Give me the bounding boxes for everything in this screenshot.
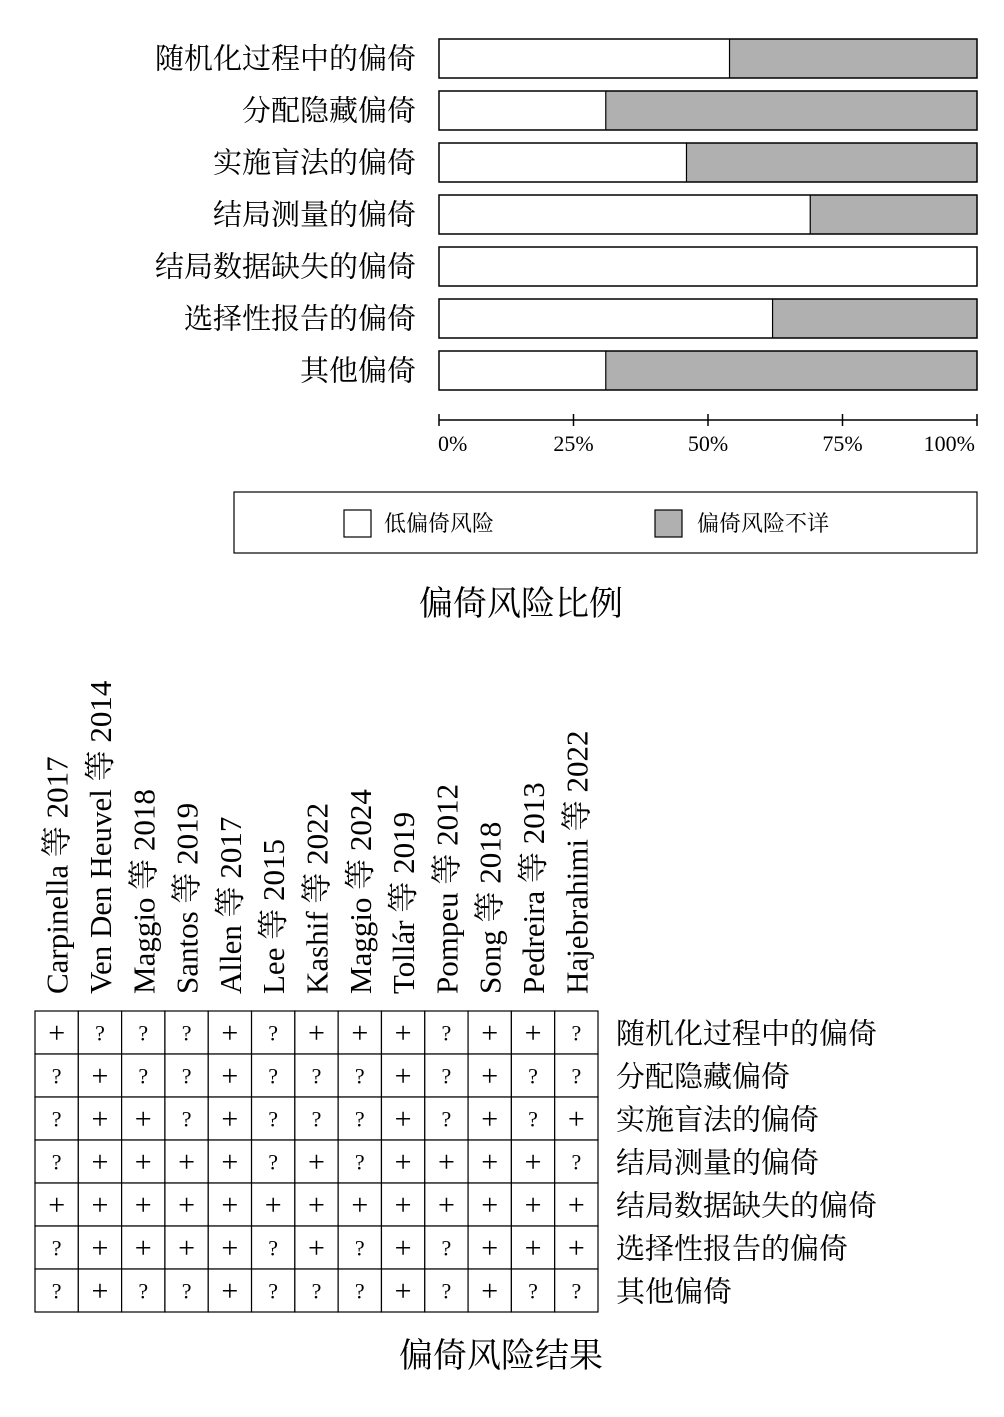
chart-title: 偏倚风险比例 (419, 584, 623, 624)
study-column-header: Maggio 等 2024 (342, 789, 378, 994)
low-risk-symbol: + (394, 1016, 412, 1050)
bar-category-label: 选择性报告的偏倚 (183, 301, 416, 336)
unclear-risk-symbol: ? (268, 1106, 279, 1132)
unclear-risk-symbol: ? (311, 1278, 322, 1304)
x-tick-label: 75% (822, 431, 863, 456)
bar-segment (439, 351, 606, 390)
unclear-risk-symbol: ? (138, 1278, 149, 1304)
bar-segment (439, 247, 977, 286)
low-risk-symbol: + (351, 1016, 369, 1050)
bar-segment (439, 91, 606, 130)
bar-segment (606, 91, 977, 130)
low-risk-symbol: + (221, 1188, 239, 1222)
study-column-header: Pedreira 等 2013 (516, 782, 552, 994)
bar-segment (773, 299, 977, 338)
low-risk-symbol: + (178, 1188, 196, 1222)
study-column-header: Tollár 等 2019 (386, 811, 422, 994)
low-risk-symbol: + (221, 1274, 239, 1308)
unclear-risk-symbol: ? (571, 1278, 582, 1304)
bar-segment (730, 39, 977, 78)
low-risk-symbol: + (524, 1145, 542, 1179)
low-risk-symbol: + (134, 1102, 152, 1136)
low-risk-symbol: + (221, 1059, 239, 1093)
study-column-header: Song 等 2018 (472, 821, 508, 994)
low-risk-symbol: + (524, 1016, 542, 1050)
low-risk-symbol: + (481, 1016, 499, 1050)
unclear-risk-symbol: ? (268, 1063, 279, 1089)
unclear-risk-symbol: ? (181, 1278, 192, 1304)
study-column-header: Santos 等 2019 (169, 802, 205, 994)
unclear-risk-symbol: ? (138, 1063, 149, 1089)
low-risk-symbol: + (351, 1188, 369, 1222)
low-risk-symbol: + (308, 1145, 325, 1179)
low-risk-symbol: + (394, 1059, 412, 1093)
low-risk-symbol: + (394, 1102, 412, 1136)
low-risk-symbol: + (567, 1188, 585, 1222)
unclear-risk-symbol: ? (51, 1235, 62, 1261)
stacked-bar-chart (155, 39, 977, 390)
x-tick-label: 25% (553, 431, 594, 456)
low-risk-symbol: + (221, 1231, 239, 1265)
unclear-risk-symbol: ? (51, 1063, 62, 1089)
unclear-risk-symbol: ? (181, 1106, 192, 1132)
bar-segment (439, 299, 773, 338)
low-risk-symbol: + (308, 1231, 325, 1265)
low-risk-symbol: + (134, 1188, 152, 1222)
table-row-label: 结局数据缺失的偏倚 (616, 1188, 878, 1223)
unclear-risk-symbol: ? (51, 1278, 62, 1304)
unclear-risk-symbol: ? (571, 1063, 582, 1089)
low-risk-symbol: + (48, 1188, 66, 1222)
unclear-risk-symbol: ? (95, 1020, 105, 1046)
x-tick-label: 100% (923, 431, 975, 456)
study-column-header: Kashif 等 2022 (299, 802, 335, 994)
bar-segment (810, 195, 977, 234)
low-risk-symbol: + (178, 1145, 196, 1179)
table-title: 偏倚风险结果 (399, 1336, 603, 1376)
unclear-risk-symbol: ? (528, 1106, 538, 1132)
study-column-header: Allen 等 2017 (212, 816, 248, 994)
bar-category-label: 分配隐藏偏倚 (241, 93, 416, 128)
legend-swatch (344, 510, 371, 537)
low-risk-symbol: + (91, 1145, 109, 1179)
low-risk-symbol: + (134, 1231, 152, 1265)
unclear-risk-symbol: ? (441, 1020, 452, 1046)
x-axis (438, 414, 977, 456)
low-risk-symbol: + (221, 1145, 239, 1179)
low-risk-symbol: + (437, 1188, 455, 1222)
unclear-risk-symbol: ? (268, 1235, 279, 1261)
legend-swatch (655, 510, 682, 537)
unclear-risk-symbol: ? (51, 1149, 62, 1175)
unclear-risk-symbol: ? (138, 1020, 149, 1046)
low-risk-symbol: + (48, 1016, 66, 1050)
unclear-risk-symbol: ? (441, 1235, 452, 1261)
bar-category-label: 其他偏倚 (299, 353, 416, 388)
unclear-risk-symbol: ? (181, 1020, 192, 1046)
study-column-header: Ven Den Heuvel 等 2014 (82, 680, 118, 994)
low-risk-symbol: + (264, 1188, 282, 1222)
bar-category-label: 结局测量的偏倚 (212, 197, 416, 232)
bar-segment (439, 143, 686, 182)
unclear-risk-symbol: ? (354, 1149, 365, 1175)
unclear-risk-symbol: ? (354, 1235, 365, 1261)
unclear-risk-symbol: ? (528, 1063, 538, 1089)
unclear-risk-symbol: ? (268, 1149, 279, 1175)
low-risk-symbol: + (481, 1188, 499, 1222)
unclear-risk-symbol: ? (571, 1149, 582, 1175)
low-risk-symbol: + (481, 1231, 499, 1265)
risk-of-bias-table (35, 680, 877, 1312)
table-row-label: 其他偏倚 (616, 1274, 733, 1309)
study-column-header: Maggio 等 2018 (126, 789, 162, 994)
legend-label: 低偏倚风险 (384, 512, 495, 537)
bar-segment (439, 195, 810, 234)
x-tick-label: 0% (438, 431, 468, 456)
legend-label: 偏倚风险不详 (697, 512, 830, 537)
bar-category-label: 随机化过程中的偏倚 (154, 41, 416, 76)
unclear-risk-symbol: ? (268, 1020, 279, 1046)
low-risk-symbol: + (481, 1059, 499, 1093)
low-risk-symbol: + (221, 1016, 239, 1050)
bar-segment (439, 39, 730, 78)
study-column-header: Hajebrahimi 等 2022 (559, 730, 595, 994)
low-risk-symbol: + (437, 1145, 455, 1179)
bar-category-label: 结局数据缺失的偏倚 (154, 249, 416, 284)
bar-category-label: 实施盲法的偏倚 (212, 145, 416, 180)
low-risk-symbol: + (481, 1102, 499, 1136)
low-risk-symbol: + (567, 1231, 585, 1265)
unclear-risk-symbol: ? (311, 1063, 322, 1089)
unclear-risk-symbol: ? (571, 1020, 582, 1046)
low-risk-symbol: + (394, 1188, 412, 1222)
table-row-label: 随机化过程中的偏倚 (616, 1016, 878, 1051)
unclear-risk-symbol: ? (441, 1063, 452, 1089)
table-row-label: 结局测量的偏倚 (616, 1145, 820, 1180)
table-row-label: 分配隐藏偏倚 (616, 1059, 791, 1094)
bar-segment (686, 143, 977, 182)
unclear-risk-symbol: ? (354, 1063, 365, 1089)
low-risk-symbol: + (524, 1231, 542, 1265)
table-row-label: 实施盲法的偏倚 (616, 1102, 820, 1137)
unclear-risk-symbol: ? (311, 1106, 322, 1132)
low-risk-symbol: + (394, 1231, 412, 1265)
low-risk-symbol: + (91, 1274, 109, 1308)
unclear-risk-symbol: ? (354, 1106, 365, 1132)
unclear-risk-symbol: ? (441, 1278, 452, 1304)
unclear-risk-symbol: ? (268, 1278, 279, 1304)
low-risk-symbol: + (308, 1188, 325, 1222)
study-column-header: Pompeu 等 2012 (429, 783, 465, 994)
low-risk-symbol: + (567, 1102, 585, 1136)
low-risk-symbol: + (91, 1231, 109, 1265)
low-risk-symbol: + (481, 1274, 499, 1308)
study-column-header: Lee 等 2015 (256, 839, 292, 994)
legend (234, 492, 977, 553)
low-risk-symbol: + (134, 1145, 152, 1179)
x-tick-label: 50% (687, 431, 729, 456)
low-risk-symbol: + (481, 1145, 499, 1179)
bar-segment (606, 351, 977, 390)
low-risk-symbol: + (524, 1188, 542, 1222)
low-risk-symbol: + (394, 1274, 412, 1308)
low-risk-symbol: + (91, 1102, 109, 1136)
unclear-risk-symbol: ? (51, 1106, 62, 1132)
unclear-risk-symbol: ? (441, 1106, 452, 1132)
low-risk-symbol: + (91, 1188, 109, 1222)
low-risk-symbol: + (178, 1231, 196, 1265)
low-risk-symbol: + (221, 1102, 239, 1136)
low-risk-symbol: + (394, 1145, 412, 1179)
low-risk-symbol: + (91, 1059, 109, 1093)
study-column-header: Carpinella 等 2017 (39, 756, 75, 994)
unclear-risk-symbol: ? (181, 1063, 192, 1089)
low-risk-symbol: + (308, 1016, 325, 1050)
unclear-risk-symbol: ? (354, 1278, 365, 1304)
unclear-risk-symbol: ? (528, 1278, 538, 1304)
table-row-label: 选择性报告的偏倚 (616, 1231, 849, 1266)
